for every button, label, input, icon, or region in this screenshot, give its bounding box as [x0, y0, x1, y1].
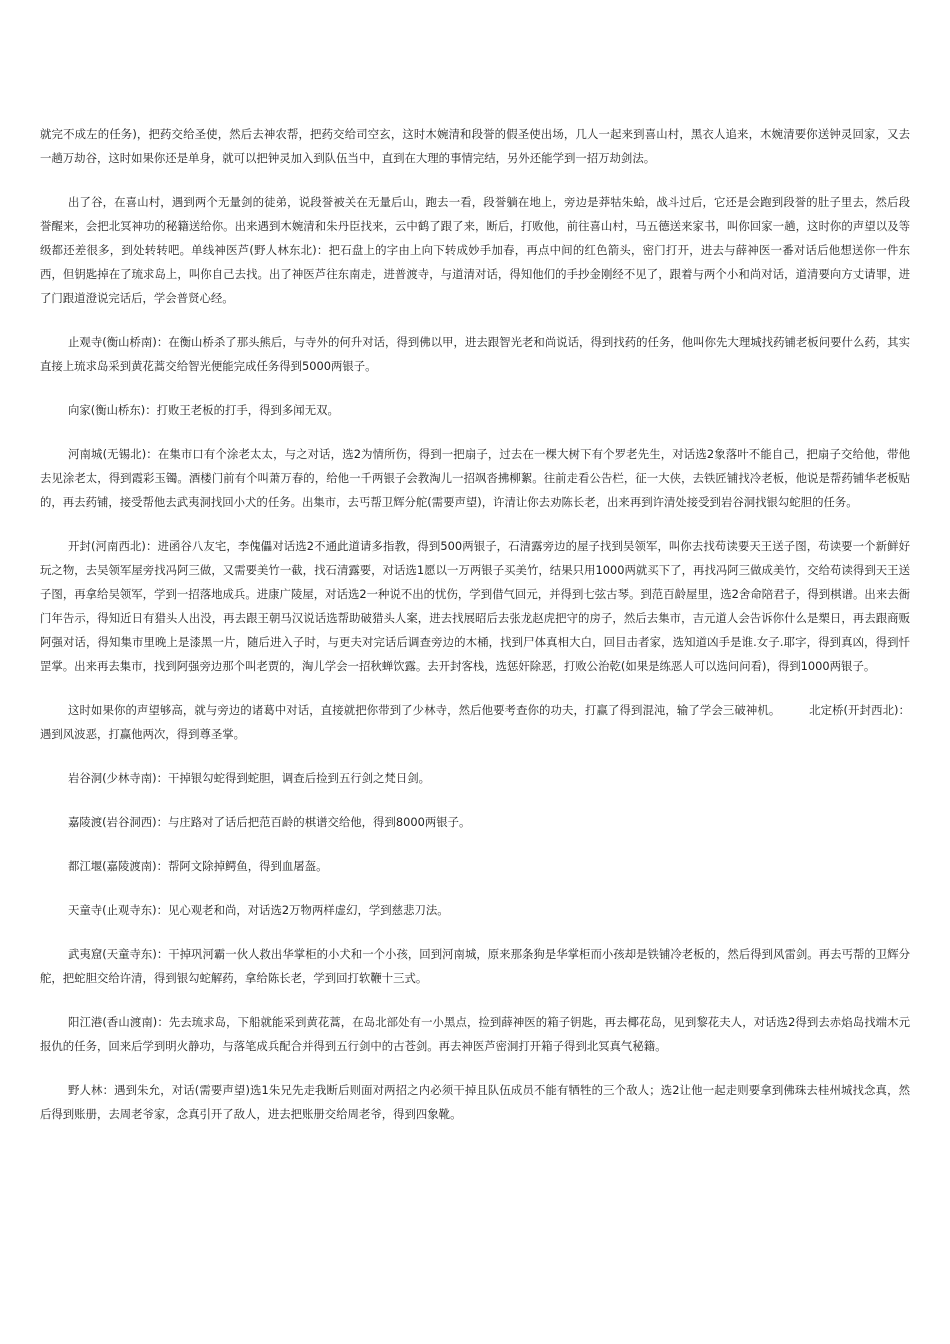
paragraph: 都江堰(嘉陵渡南)：帮阿文除掉鳄鱼，得到血屠盔。 — [68, 859, 328, 873]
paragraph: 武夷窟(天童寺东)：干掉巩河霸一伙人救出华掌柜的小犬和一个小孩，回到河南城，原来那条狗是华掌柜而小孩却是铁铺冷老板的，然后得到风雷剑。再去丐帮的卫辉分舵，把蛇胆交给许清，得到银勾蛇解药，拿给陈长老，学到回打软鞭十三式。 — [40, 947, 910, 985]
paragraph: 野人林：遇到朱允，对话(需要声望)选1朱兄先走我断后则面对两招之内必须干掉且队伍成员不能有牺牲的三个敌人；选2让他一起走则要拿到佛珠去桂州城找念真，然后得到账册，去周老爷家，念真引开了敌人，进去把账册交给周老爷，得到四象靴。 — [40, 1083, 910, 1121]
paragraph: 出了谷，在喜山村，遇到两个无量剑的徒弟，说段誉被关在无量后山，跑去一看，段誉躺在地上，旁边是莽牯朱蛤，战斗过后，它还是会跑到段誉的肚子里去，然后段誉醒来，会把北冥神功的秘籍送给你。出来遇到木婉清和朱丹臣找来，云中鹤了跟了来，断后，打败他，前往喜山村，马五德送来家书，叫你回家一趟，这时你的声望以及等级都还差很多，到处转转吧。单线神医芦(野人林东北)：把石盘上的字由上向下转成妙手加春，再点中间的红色箭头，密门打开，进去与薛神医一番对话后他想送你一件东西，但钥匙掉在了琉求岛上，叫你自己去找。出了神医芦往东南走，进普渡寺，与道清对话，得知他们的手抄金刚经不见了，跟着与两个小和尚对话，道清要向方丈请罪，进了门跟道澄说完话后，学会普贤心经。 — [40, 195, 910, 305]
paragraph: 就完不成左的任务)，把药交给圣使，然后去神农帮，把药交给司空玄，这时木婉清和段誉的假圣使出场，几人一起来到喜山村，黑衣人追来，木婉清要你送钟灵回家，又去一趟万劫谷，这时如果你还是单身，就可以把钟灵加入到队伍当中，直到在大理的事情完结，另外还能学到一招万劫剑法。 — [40, 127, 910, 165]
paragraph: 天童寺(止观寺东)：见心观老和尚，对话选2万物两样虚幻，学到慈悲刀法。 — [68, 903, 449, 917]
paragraph: 嘉陵渡(岩谷洞西)：与庄路对了话后把范百龄的棋谱交给他，得到8000两银子。 — [68, 815, 471, 829]
paragraph: 岩谷洞(少林寺南)：干掉银勾蛇得到蛇胆，调查后捡到五行剑之梵日剑。 — [68, 771, 430, 785]
paragraph: 阳江港(香山渡南)：先去琉求岛，下船就能采到黄花蒿，在岛北部处有一小黑点，捡到薛神医的箱子钥匙，再去椰花岛，见到黎花夫人，对话选2得到去赤焰岛找端木元报仇的任务，回来后学到明火静功，与落笔成兵配合并得到五行剑中的古苍剑。再去神医芦密洞打开箱子得到北冥真气秘籍。 — [40, 1015, 910, 1053]
document-page — [40, 122, 910, 1146]
paragraph: 向家(衡山桥东)：打败王老板的打手，得到多闻无双。 — [68, 403, 339, 417]
paragraph: 开封(河南西北)：进函谷八友宅，李傀儡对话选2不通此道请多指教，得到500两银子，石清露旁边的屋子找到吴领军，叫你去找苟读要天王送子图，苟读要一个新鲜好玩之物，去吴领军屋旁找冯阿三做，又需要美竹一截，找石清露要，对话选1愿以一万两银子买美竹，结果只用1000两就买下了，再找冯阿三做成美竹，交给苟读得到天王送子图，再拿给吴领军，学到一招落地成兵。进康广陵屋，对话选2一种说不出的忧伤，学到借气回元，并得到七弦古琴。到范百龄屋里，选2舍命陪君子，得到棋谱。出来去衙门年告示，得知近日有猎头人出没，再去跟王朝马汉说话选帮助破猎头人案，进去找展昭后去张龙赵虎把守的房子，然后去集市，吉元道人会告诉你什么是槊日，再去跟商贩阿强对话，得知集市里晚上是漆黑一片，随后进入子时，与更夫对完话后调查旁边的木桶，找到尸体真相大白，回目击者家，选知道凶手是谁.女子.耶字，得到真凶，得到忏罡掌。出来再去集市，找到阿强旁边那个叫老贾的，淘儿学会一招秋蝉饮露。去开封客栈，选惩奸除恶，打败公治乾(如果是练恶人可以选问问看)，得到1000两银子。 — [40, 539, 910, 673]
paragraph: 止观寺(衡山桥南)：在衡山桥杀了那头熊后，与寺外的何升对话，得到佛以甲，进去跟智光老和尚说话，得到找药的任务，他叫你先大理城找药铺老板问要什么药，其实直接上琉求岛采到黄花蒿交给智光便能完成任务得到5000两银子。 — [40, 335, 910, 373]
paragraph: 这时如果你的声望够高，就与旁边的诸葛中对话，直接就把你带到了少林寺，然后他要考查你的功夫，打赢了得到混沌，输了学会三破神机。 北定桥(开封西北)：遇到风波恶，打赢他两次，得到尊圣掌。 — [40, 703, 910, 741]
paragraph: 河南城(无锡北)：在集市口有个涂老太太，与之对话，选2为情所伤，得到一把扇子，过去在一棵大树下有个罗老先生，对话选2象落叶不能自己，把扇子交给他，带他去见涂老太，得到霞彩玉镯。酒楼门前有个叫萧万春的，给他一千两银子会教淘儿一招飒沓拂柳絮。往前走看公告栏，征一大侠，去铁匠铺找冷老板，他说是帮药铺华老板贴的，再去药铺，接受帮他去武夷洞找回小犬的任务。出集市，去丐帮卫辉分舵(需要声望)，许清让你去劝陈长老，出来再到许清处接受到岩谷洞找银勾蛇胆的任务。 — [40, 447, 910, 509]
